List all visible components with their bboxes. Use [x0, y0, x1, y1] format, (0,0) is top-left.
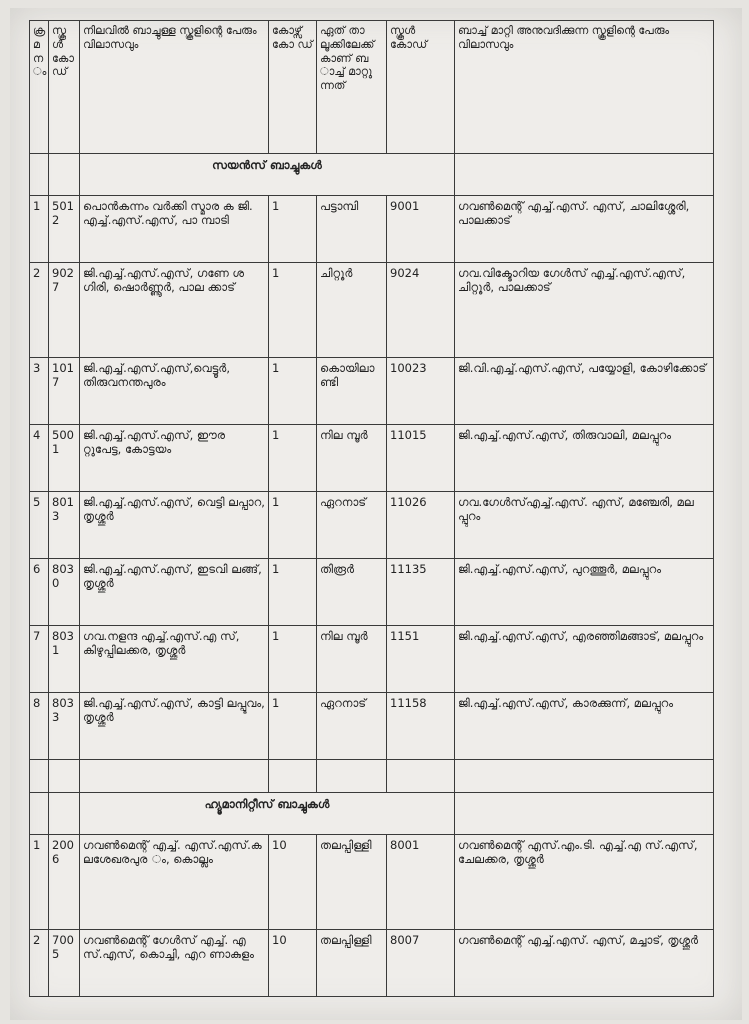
cell-school-code: 200 6	[49, 835, 80, 930]
cell-sl-no: 3	[30, 358, 49, 425]
cell-taluk: കൊയിലാ ണ്ടി	[317, 358, 387, 425]
cell-school-code: 902 7	[49, 263, 80, 358]
cell-course-code: 1	[269, 263, 317, 358]
section-science-title: സയൻസ് ബാച്ചുകൾ	[80, 154, 455, 196]
header-taluk: ഏത് താ ലൂക്കിലേക്ക് കാണ് ബ ാച്ച് മാറ്റു ന്നത്	[317, 21, 387, 154]
cell-new-school-code: 11135	[387, 559, 455, 626]
cell-taluk: നില മ്പൂർ	[317, 425, 387, 492]
cell-sl-no: 2	[30, 263, 49, 358]
section-science-row	[30, 154, 714, 196]
cell-current-school: ഗവ.നളന്ദ എച്ച്.എസ്.എ സ്, കിഴുപ്പിലക്കര, തൃശ്ശൂർ	[80, 626, 269, 693]
cell-current-school: ജി.എച്ച്.എസ്.എസ്, ഗണേ ശഗിരി, ഷൊർണ്ണൂർ, പാല ക്കാട്	[80, 263, 269, 358]
table-row	[30, 930, 714, 997]
table-row	[30, 263, 714, 358]
cell-new-school: ഗവൺമെന്റ് എച്ച്.എസ്. എസ്, മച്ചാട്, തൃശ്ശൂർ	[455, 930, 714, 997]
cell-current-school: ജി.എച്ച്.എസ്.എസ്, കാട്ടി ലപ്പൂവം, തൃശ്ശൂർ	[80, 693, 269, 760]
table-row	[30, 358, 714, 425]
cell-sl-no: 1	[30, 835, 49, 930]
cell-new-school: ഗവ.വിക്ടോറിയ ഗേൾസ് എച്ച്.എസ്.എസ്, ചിറ്റൂർ, പാലക്കാട്	[455, 263, 714, 358]
table-row	[30, 425, 714, 492]
cell-new-school-code: 8001	[387, 835, 455, 930]
header-current-school: നിലവിൽ ബാച്ചുള്ള സ്കൂളിന്റെ പേരും വിലാസവും	[80, 21, 269, 154]
cell-taluk: നില മ്പൂർ	[317, 626, 387, 693]
cell-sl-no: 6	[30, 559, 49, 626]
cell-school-code: 1017	[49, 358, 80, 425]
cell-new-school-code: 1151	[387, 626, 455, 693]
cell-taluk: തിരൂർ	[317, 559, 387, 626]
cell-new-school: ജി.എച്ച്.എസ്.എസ്, തിരുവാലി, മലപ്പുറം	[455, 425, 714, 492]
cell-school-code: 803 0	[49, 559, 80, 626]
cell-taluk: പട്ടാമ്പി	[317, 196, 387, 263]
cell-course-code: 10	[269, 835, 317, 930]
document-sheet	[10, 8, 742, 1020]
cell-taluk: തലപ്പിള്ളി	[317, 930, 387, 997]
cell-current-school: ഗവൺമെന്റ് ഗേൾസ് എച്ച്. എസ്.എസ്, കൊച്ചി, എറ ണാകുളം	[80, 930, 269, 997]
cell-school-code: 700 5	[49, 930, 80, 997]
section-humanities-title: ഹ്യൂമാനിറ്റീസ് ബാച്ചുകൾ	[80, 793, 455, 835]
cell-taluk: ഏറനാട്	[317, 693, 387, 760]
cell-course-code: 1	[269, 559, 317, 626]
table-row	[30, 835, 714, 930]
cell-new-school-code: 8007	[387, 930, 455, 997]
table-row	[30, 559, 714, 626]
cell-school-code: 803 3	[49, 693, 80, 760]
cell-sl-no: 7	[30, 626, 49, 693]
table-row	[30, 626, 714, 693]
cell-sl-no: 4	[30, 425, 49, 492]
cell-sl-no: 8	[30, 693, 49, 760]
cell-current-school: ജി.എച്ച്.എസ്.എസ്, ഇടവി ലങ്ങ്, തൃശ്ശൂർ	[80, 559, 269, 626]
cell-new-school: ഗവ.ഗേൾസ്എച്ച്.എസ്. എസ്, മഞ്ചേരി, മലപ്പുറം	[455, 492, 714, 559]
cell-new-school-code: 9024	[387, 263, 455, 358]
cell-taluk: ചിറ്റൂർ	[317, 263, 387, 358]
cell-sl-no: 5	[30, 492, 49, 559]
cell-new-school-code: 11158	[387, 693, 455, 760]
header-sl-no: ക്ര മ ന ം	[30, 21, 49, 154]
cell-course-code: 10	[269, 930, 317, 997]
cell-new-school-code: 11026	[387, 492, 455, 559]
cell-school-code: 8031	[49, 626, 80, 693]
cell-course-code: 1	[269, 358, 317, 425]
table-row	[30, 492, 714, 559]
cell-new-school-code: 11015	[387, 425, 455, 492]
header-course-code: കോഴ്സ് കോ ഡ്	[269, 21, 317, 154]
cell-new-school: ജി.എച്ച്.എസ്.എസ്, പുറത്തൂർ, മലപ്പുറം	[455, 559, 714, 626]
cell-new-school: ജി.എച്ച്.എസ്.എസ്, കാരക്കുന്ന്, മലപ്പുറം	[455, 693, 714, 760]
cell-new-school-code: 9001	[387, 196, 455, 263]
cell-new-school: ഗവൺമെന്റ് എസ്.എം.ടി. എച്ച്.എ സ്.എസ്, ചേലക്കര, തൃശ്ശൂർ	[455, 835, 714, 930]
cell-current-school: ജി.എച്ച്.എസ്.എസ്,വെട്ടൂർ, തിരുവനന്തപുരം	[80, 358, 269, 425]
table-row	[30, 693, 714, 760]
header-row	[30, 21, 714, 154]
cell-current-school: ഗവൺമെന്റ് എച്ച്. എസ്.എസ്.കലശേഖരപുര ം, കൊല്ലം	[80, 835, 269, 930]
cell-course-code: 1	[269, 492, 317, 559]
humanities-rows	[30, 835, 714, 997]
header-school-code: സ്കൂ ൾ കോ ഡ്	[49, 21, 80, 154]
cell-taluk: തലപ്പിള്ളി	[317, 835, 387, 930]
spacer-row	[30, 760, 714, 793]
cell-school-code: 8013	[49, 492, 80, 559]
header-new-school-code: സ്കൂൾ കോഡ്	[387, 21, 455, 154]
cell-course-code: 1	[269, 693, 317, 760]
cell-sl-no: 1	[30, 196, 49, 263]
section-humanities-row	[30, 793, 714, 835]
cell-new-school: ജി.എച്ച്.എസ്.എസ്, എരഞ്ഞിമങ്ങാട്, മലപ്പുറം	[455, 626, 714, 693]
cell-course-code: 1	[269, 425, 317, 492]
cell-course-code: 1	[269, 196, 317, 263]
cell-current-school: ജി.എച്ച്.എസ്.എസ്, ഈര റ്റുപേട്ട, കോട്ടയം	[80, 425, 269, 492]
cell-new-school: ജി.വി.എച്ച്.എസ്.എസ്, പയ്യോളി, കോഴിക്കോട്	[455, 358, 714, 425]
batch-transfer-table	[29, 20, 714, 997]
cell-course-code: 1	[269, 626, 317, 693]
cell-current-school: പൊൻകന്നം വർക്കി സ്മാര ക ജി.എച്ച്.എസ്.എസ്, പാ മ്പാടി	[80, 196, 269, 263]
cell-new-school: ഗവൺമെന്റ് എച്ച്.എസ്. എസ്, ചാലിശ്ശേരി, പാലക്കാട്	[455, 196, 714, 263]
cell-taluk: ഏറനാട്	[317, 492, 387, 559]
table-row	[30, 196, 714, 263]
cell-school-code: 5001	[49, 425, 80, 492]
cell-current-school: ജി.എച്ച്.എസ്.എസ്, വെട്ടി ലപ്പാറ, തൃശ്ശൂർ	[80, 492, 269, 559]
cell-new-school-code: 10023	[387, 358, 455, 425]
header-new-school: ബാച്ച് മാറ്റി അനുവദിക്കുന്ന സ്കൂളിന്റെ പേരും വിലാസവും	[455, 21, 714, 154]
cell-school-code: 5012	[49, 196, 80, 263]
science-rows	[30, 196, 714, 760]
cell-sl-no: 2	[30, 930, 49, 997]
